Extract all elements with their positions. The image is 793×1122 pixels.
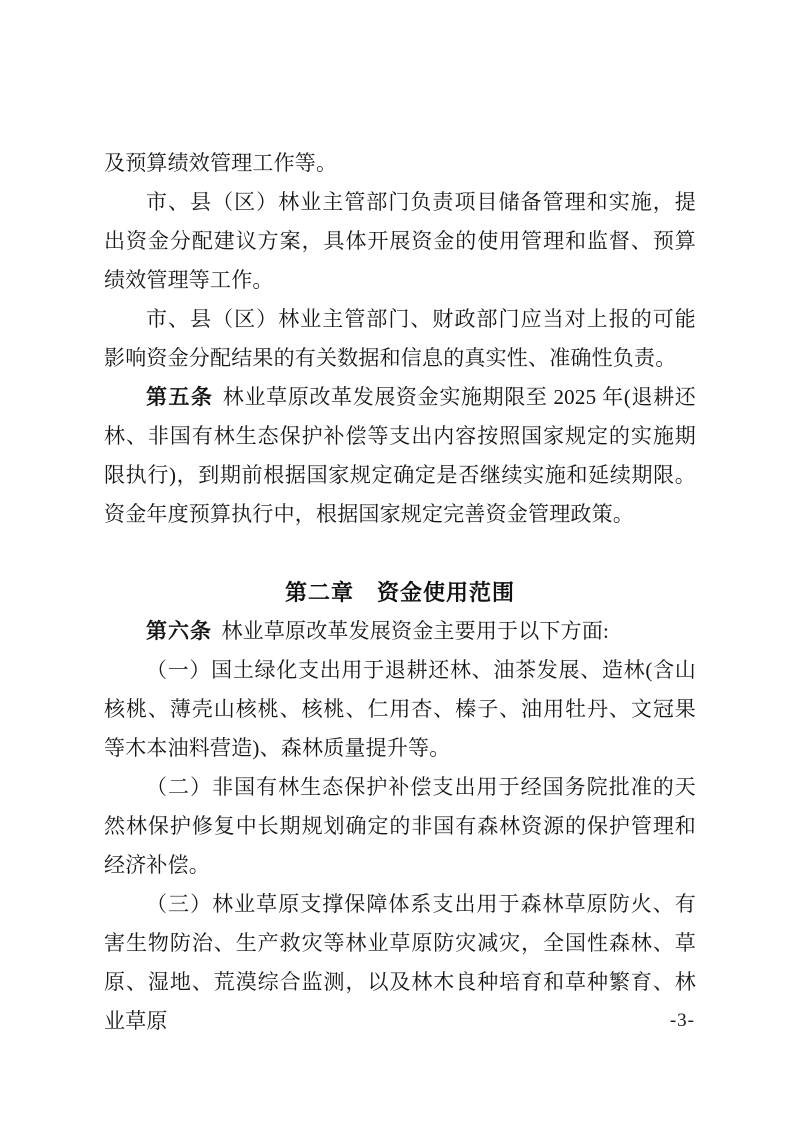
paragraph-article-5	[104, 378, 696, 534]
paragraph-text: （二）非国有林生态保护补偿支出用于经国务院批准的天然林保护修复中长期规划确定的非国有森林资源的保护管理和经济补偿。	[104, 775, 696, 877]
document-body	[104, 144, 696, 1041]
paragraph-text: 市、县（区）林业主管部门负责项目储备管理和实施，提出资金分配建议方案，具体开展资金的使用管理和监督、预算绩效管理等工作。	[104, 190, 696, 292]
paragraph	[104, 300, 696, 378]
paragraph	[104, 183, 696, 300]
paragraph-item-3	[104, 885, 696, 1041]
paragraph-text: 市、县（区）林业主管部门、财政部门应当对上报的可能影响资金分配结果的有关数据和信息的真实性、准确性负责。	[104, 307, 696, 370]
article-number-5: 第五条	[146, 386, 214, 409]
chapter-heading: 第二章 资金使用范围	[284, 580, 515, 605]
paragraph-item-2	[104, 768, 696, 885]
paragraph-article-6	[104, 612, 696, 651]
paragraph-text: 林业草原改革发展资金实施期限至 2025 年(退耕还林、非国有林生态保护补偿等支出内容按照国家规定的实施期限执行)，到期前根据国家规定确定是否继续实施和延续期限。资金年度预算执行中，根据国家规定完善资金管理政策。	[104, 385, 696, 526]
paragraph-text: 及预算绩效管理工作等。	[104, 151, 338, 175]
article-number-6: 第六条	[146, 620, 212, 643]
paragraph-text: 林业草原改革发展资金主要用于以下方面:	[221, 619, 610, 643]
paragraph-continuation	[104, 144, 696, 183]
paragraph-text: （三）林业草原支撑保障体系支出用于森林草原防火、有害生物防治、生产救灾等林业草原防灾减灾，全国性森林、草原、湿地、荒漠综合监测，以及林木良种培育和草种繁育、林业草原	[104, 892, 696, 1033]
paragraph-text: （一）国土绿化支出用于退耕还林、油茶发展、造林(含山核桃、薄壳山核桃、核桃、仁用杏、榛子、油用牡丹、文冠果等木本油料营造)、森林质量提升等。	[104, 658, 696, 760]
paragraph-item-1	[104, 651, 696, 768]
page-number: -3-	[669, 1010, 695, 1031]
